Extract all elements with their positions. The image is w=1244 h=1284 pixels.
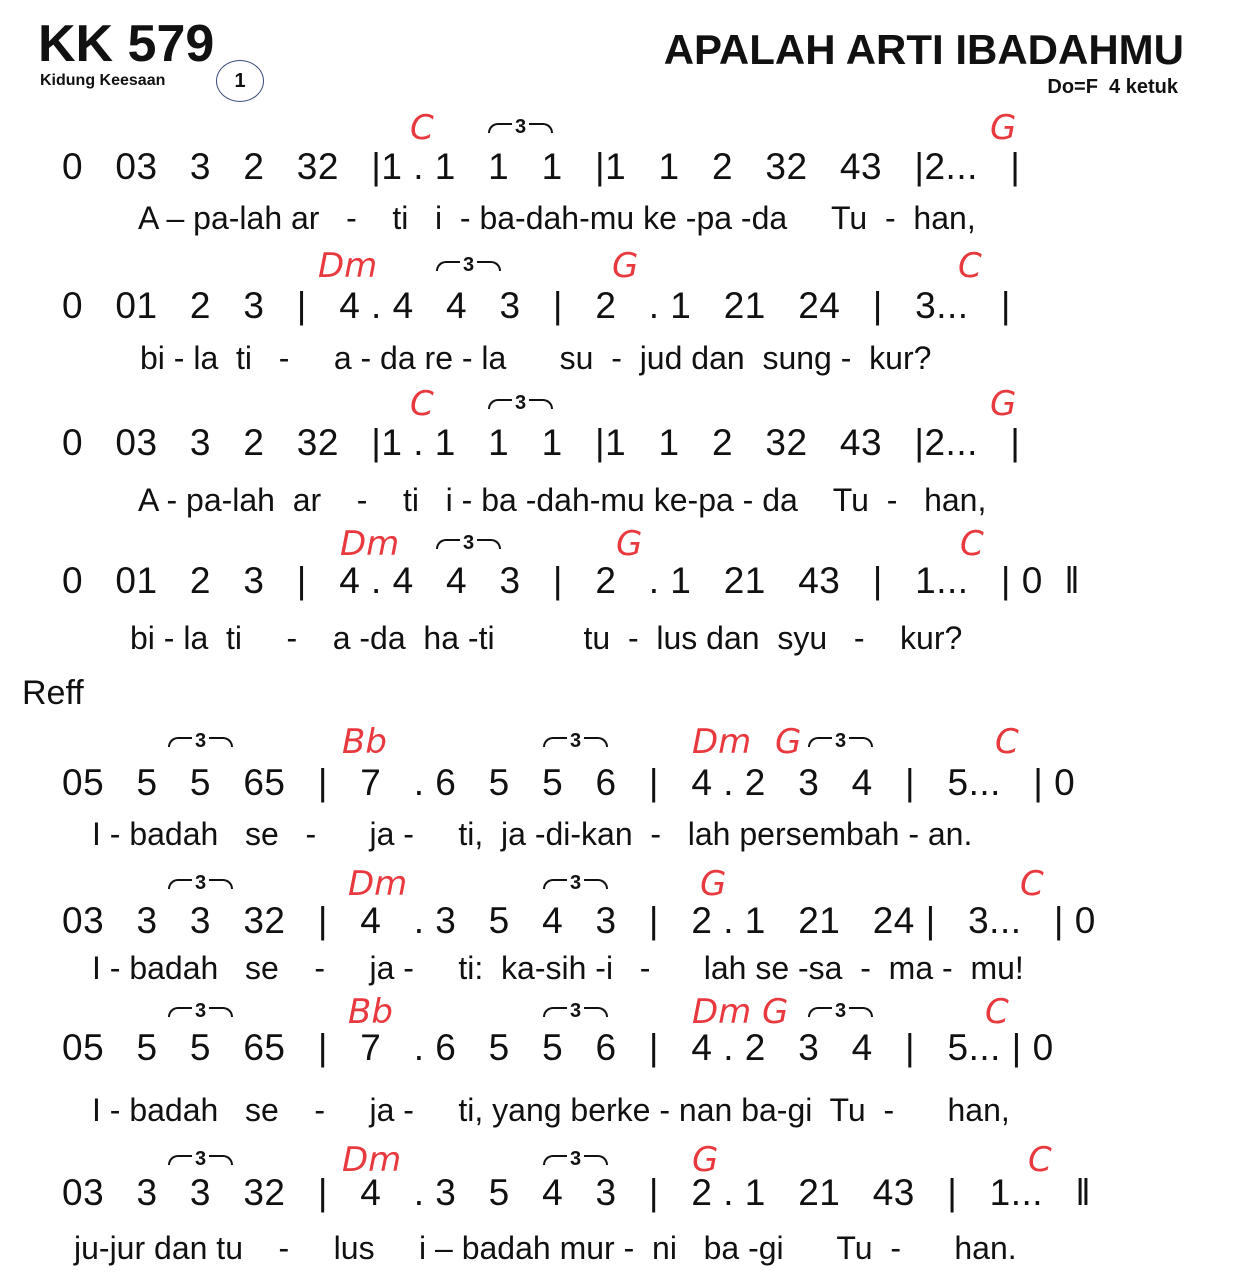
chord-label: Dm bbox=[692, 992, 752, 1032]
chord-label: C bbox=[995, 722, 1019, 762]
lyrics-line: I - badah se - ja - ti, ja -di-kan - lah persembah - an. bbox=[92, 816, 973, 852]
chord-label: Dm bbox=[348, 864, 408, 904]
chord-label: G bbox=[612, 246, 639, 286]
triplet-marker: 3 bbox=[436, 532, 501, 555]
lyrics-line: ju-jur dan tu - lus i – badah mur - ni ba -gi Tu - han. bbox=[74, 1230, 1017, 1266]
triplet-marker: 3 bbox=[488, 392, 553, 415]
chord-label: Dm bbox=[342, 1140, 402, 1180]
lyrics-line: bi - la ti - a -da ha -ti tu - lus dan syu - kur? bbox=[130, 620, 963, 656]
chord-label: G bbox=[990, 108, 1017, 148]
chord-label: G bbox=[775, 722, 802, 762]
triplet-marker: 3 bbox=[543, 872, 608, 895]
chord-label: C bbox=[960, 524, 984, 564]
chord-label: C bbox=[958, 246, 982, 286]
notation-line: 0 01 2 3 | 4 . 4 4 3 | 2 . 1 21 43 | 1... | 0 ‖ bbox=[62, 560, 1081, 601]
triplet-marker: 3 bbox=[808, 1000, 873, 1023]
chord-label: Dm bbox=[318, 246, 378, 286]
notation-line: 0 03 3 2 32 |1 . 1 1 1 |1 1 2 32 43 |2... | bbox=[62, 146, 1021, 187]
chord-label: G bbox=[616, 524, 643, 564]
reff-label: Reff bbox=[22, 674, 84, 712]
triplet-marker: 3 bbox=[543, 1148, 608, 1171]
chord-label: Bb bbox=[342, 722, 387, 762]
chord-label: G bbox=[990, 384, 1017, 424]
notation-line: 0 03 3 2 32 |1 . 1 1 1 |1 1 2 32 43 |2... | bbox=[62, 422, 1021, 463]
triplet-marker: 3 bbox=[168, 1148, 233, 1171]
triplet-marker: 3 bbox=[168, 1000, 233, 1023]
lyrics-line: A - pa-lah ar - ti i - ba -dah-mu ke-pa - da Tu - han, bbox=[138, 482, 987, 518]
chord-label: C bbox=[1028, 1140, 1052, 1180]
triplet-marker: 3 bbox=[436, 254, 501, 277]
notation-line: 0 01 2 3 | 4 . 4 4 3 | 2 . 1 21 24 | 3... | bbox=[62, 285, 1012, 326]
page-number-badge: 1 bbox=[216, 60, 264, 102]
chord-label: G bbox=[692, 1140, 719, 1180]
chord-label: Bb bbox=[348, 992, 393, 1032]
hymn-number: KK 579 bbox=[38, 15, 215, 73]
triplet-marker: 3 bbox=[543, 730, 608, 753]
chord-label: G bbox=[762, 992, 789, 1032]
notation-line: 03 3 3 32 | 4 . 3 5 4 3 | 2 . 1 21 43 | 1... ‖ bbox=[62, 1172, 1092, 1213]
triplet-marker: 3 bbox=[168, 730, 233, 753]
chord-label: G bbox=[700, 864, 727, 904]
triplet-marker: 3 bbox=[168, 872, 233, 895]
notation-line: 05 5 5 65 | 7 . 6 5 5 6 | 4 . 2 3 4 | 5... | 0 bbox=[62, 762, 1076, 803]
chord-label: C bbox=[1020, 864, 1044, 904]
chord-label: C bbox=[985, 992, 1009, 1032]
chord-label: C bbox=[410, 384, 434, 424]
triplet-marker: 3 bbox=[488, 116, 553, 139]
chord-label: Dm bbox=[692, 722, 752, 762]
chord-label: C bbox=[410, 108, 434, 148]
hymnal-name: Kidung Keesaan bbox=[40, 72, 166, 89]
lyrics-line: I - badah se - ja - ti: ka-sih -i - lah se -sa - ma - mu! bbox=[92, 950, 1024, 986]
triplet-marker: 3 bbox=[543, 1000, 608, 1023]
lyrics-line: bi - la ti - a - da re - la su - jud dan sung - kur? bbox=[140, 340, 932, 376]
notation-line: 03 3 3 32 | 4 . 3 5 4 3 | 2 . 1 21 24 | 3... | 0 bbox=[62, 900, 1096, 941]
song-title: APALAH ARTI IBADAHMU bbox=[663, 26, 1184, 73]
lyrics-line: I - badah se - ja - ti, yang berke - nan ba-gi Tu - han, bbox=[92, 1092, 1010, 1128]
triplet-marker: 3 bbox=[808, 730, 873, 753]
lyrics-line: A – pa-lah ar - ti i - ba-dah-mu ke -pa -da Tu - han, bbox=[138, 200, 976, 236]
notation-line: 05 5 5 65 | 7 . 6 5 5 6 | 4 . 2 3 4 | 5... | 0 bbox=[62, 1027, 1054, 1068]
chord-label: Dm bbox=[340, 524, 400, 564]
key-signature: Do=F 4 ketuk bbox=[1047, 76, 1178, 98]
